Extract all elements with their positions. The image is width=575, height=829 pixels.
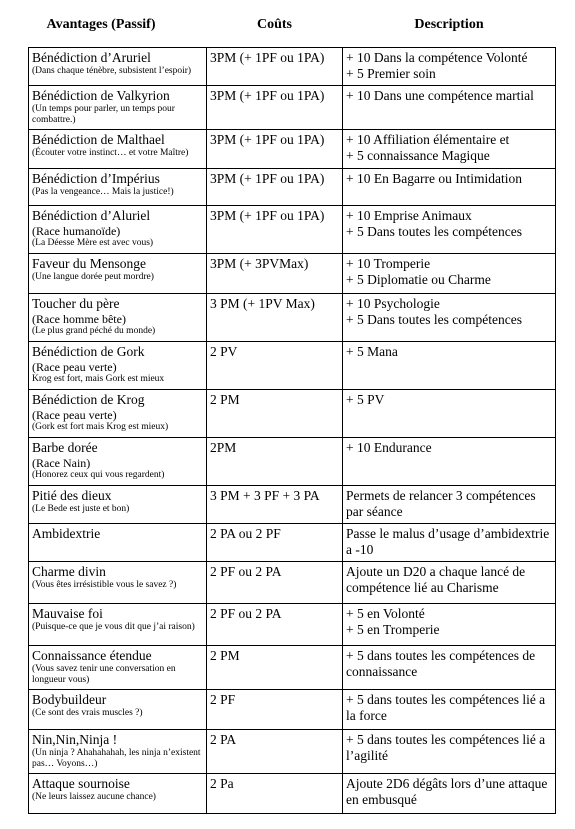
table-row [29, 524, 556, 562]
advantage-flavor-note: (Vous êtes irrésistible vous le savez ?) [32, 580, 177, 590]
table-row [29, 48, 556, 86]
description-line: + 5 dans toutes les compétences lié a la force [346, 692, 546, 723]
advantage-flavor-note: (Ce sont des vrais muscles ?) [32, 708, 143, 718]
advantage-description [343, 254, 556, 294]
advantage-cost: 3PM (+ 3PVMax) [207, 254, 343, 294]
advantage-name: Bénédiction de Valkyrion [32, 88, 170, 103]
table-row [29, 169, 556, 206]
advantage-cost: 3 PM + 3 PF + 3 PA [207, 486, 343, 524]
description-line: Permets de relancer 3 compétences par séance [346, 488, 536, 519]
advantage-name: Bénédiction d’Aluriel [32, 208, 151, 223]
advantage-flavor-note: (Dans chaque ténèbre, subsistent l’espoir) [32, 66, 192, 76]
advantage-description [343, 294, 556, 342]
advantage-description [343, 86, 556, 130]
advantage-description [343, 486, 556, 524]
advantage-cost: 2 PA [207, 730, 343, 774]
advantage-cell [29, 48, 207, 86]
description-line: + 10 Psychologie [346, 296, 440, 311]
table-row [29, 604, 556, 646]
table-row [29, 438, 556, 486]
advantage-name: Bénédiction d’Aruriel [32, 50, 151, 65]
advantage-name: Bénédiction de Malthael [32, 132, 165, 147]
table-row [29, 254, 556, 294]
description-line: + 5 Diplomatie ou Charme [346, 272, 491, 287]
advantage-description [343, 730, 556, 774]
advantage-cell [29, 390, 207, 438]
advantage-cost: 3PM (+ 1PF ou 1PA) [207, 130, 343, 169]
advantage-name: Charme divin [32, 564, 106, 579]
advantage-name: Bénédiction d’Impérius [32, 171, 160, 186]
advantage-cell [29, 294, 207, 342]
table-row [29, 774, 556, 814]
advantage-description [343, 169, 556, 206]
description-line: + 5 en Volonté [346, 606, 425, 621]
table-row [29, 294, 556, 342]
advantage-description [343, 690, 556, 730]
advantage-description [343, 646, 556, 690]
table-row [29, 562, 556, 604]
description-line: + 10 Emprise Animaux [346, 208, 472, 223]
advantage-cell [29, 524, 207, 562]
advantage-name: Toucher du père [32, 296, 120, 311]
advantage-flavor-note: (Ne leurs laissez aucune chance) [32, 792, 156, 802]
advantage-cost: 3 PM (+ 1PV Max) [207, 294, 343, 342]
table-row [29, 646, 556, 690]
advantage-description [343, 342, 556, 390]
advantage-name: Faveur du Mensonge [32, 256, 146, 271]
advantage-flavor-note: (Puisque-ce que je vous dit que j’ai raison) [32, 622, 195, 632]
header-description: Description [343, 10, 556, 48]
table-row [29, 206, 556, 254]
table-header-row [29, 10, 556, 48]
header-costs: Coûts [207, 10, 343, 48]
description-line: + 10 Dans la compétence Volonté [346, 50, 528, 65]
advantage-flavor-note: (Honorez ceux qui vous regardent) [32, 470, 165, 480]
advantage-cell [29, 604, 207, 646]
advantage-race: (Race peau verte) [32, 360, 117, 374]
advantage-race: (Race homme bête) [32, 312, 126, 326]
description-line: + 5 connaissance Magique [346, 148, 490, 163]
advantage-description [343, 390, 556, 438]
description-line: + 5 PV [346, 392, 385, 407]
advantage-cost: 2 PM [207, 390, 343, 438]
advantage-description [343, 562, 556, 604]
advantage-name: Barbe dorée [32, 440, 98, 455]
advantage-name: Nin,Nin,Ninja ! [32, 732, 118, 747]
advantages-table [28, 10, 556, 814]
advantage-description [343, 604, 556, 646]
advantage-flavor-note: (Une langue dorée peut mordre) [32, 272, 154, 282]
advantage-cell [29, 646, 207, 690]
description-line: + 5 Premier soin [346, 66, 436, 81]
table-row [29, 86, 556, 130]
advantage-flavor-note: Krog est fort, mais Gork est mieux [32, 374, 165, 384]
advantage-cell [29, 86, 207, 130]
advantage-cost: 3PM (+ 1PF ou 1PA) [207, 169, 343, 206]
advantage-cost: 2 Pa [207, 774, 343, 814]
description-line: Ajoute un D20 a chaque lancé de compétence lié au Charisme [346, 564, 526, 595]
advantage-description [343, 524, 556, 562]
advantage-flavor-note: (Le plus grand péché du monde) [32, 326, 156, 336]
advantage-description [343, 48, 556, 86]
advantage-flavor-note: (La Déesse Mère est avec vous) [32, 238, 154, 248]
advantage-cell [29, 730, 207, 774]
table-row [29, 486, 556, 524]
description-line: + 10 En Bagarre ou Intimidation [346, 171, 522, 186]
description-line: + 10 Tromperie [346, 256, 431, 271]
advantage-flavor-note: (Un ninja ? Ahahahahah, les ninja n’existent pas… Voyons…) [32, 748, 201, 769]
advantage-race: (Race humanoïde) [32, 224, 121, 238]
advantage-cell [29, 438, 207, 486]
table-row [29, 390, 556, 438]
description-line: + 5 dans toutes les compétences de connaissance [346, 648, 536, 679]
header-advantages: Avantages (Passif) [29, 10, 207, 48]
advantage-flavor-note: (Le Bede est juste et bon) [32, 504, 130, 514]
advantage-cost: 2 PF ou 2 PA [207, 562, 343, 604]
advantage-flavor-note: (Pas la vengeance… Mais la justice!) [32, 187, 174, 197]
advantage-description [343, 774, 556, 814]
description-line: + 5 Dans toutes les compétences [346, 224, 522, 239]
advantage-cost: 2 PF [207, 690, 343, 730]
advantage-name: Ambidextrie [32, 526, 101, 541]
table-row [29, 690, 556, 730]
description-line: + 10 Dans une compétence martial [346, 88, 534, 103]
advantage-name: Attaque sournoise [32, 776, 130, 791]
advantage-cost: 2PM [207, 438, 343, 486]
advantage-cost: 2 PF ou 2 PA [207, 604, 343, 646]
description-line: + 5 Mana [346, 344, 398, 359]
advantage-cell [29, 254, 207, 294]
description-line: + 5 en Tromperie [346, 622, 440, 637]
advantage-name: Pitié des dieux [32, 488, 112, 503]
advantage-cell [29, 169, 207, 206]
advantage-name: Bodybuildeur [32, 692, 107, 707]
advantage-description [343, 206, 556, 254]
advantage-cost: 3PM (+ 1PF ou 1PA) [207, 48, 343, 86]
advantage-name: Mauvaise foi [32, 606, 103, 621]
table-row [29, 730, 556, 774]
advantage-cost: 3PM (+ 1PF ou 1PA) [207, 86, 343, 130]
advantage-cell [29, 130, 207, 169]
description-line: + 10 Affiliation élémentaire et [346, 132, 510, 147]
advantage-cell [29, 562, 207, 604]
advantage-cost: 2 PV [207, 342, 343, 390]
advantage-cost: 2 PA ou 2 PF [207, 524, 343, 562]
table-row [29, 342, 556, 390]
table-body [29, 48, 556, 814]
advantage-race: (Race Nain) [32, 456, 91, 470]
advantage-flavor-note: (Gork est fort mais Krog est mieux) [32, 422, 169, 432]
advantage-name: Connaissance étendue [32, 648, 152, 663]
advantage-cost: 2 PM [207, 646, 343, 690]
advantage-cost: 3PM (+ 1PF ou 1PA) [207, 206, 343, 254]
advantage-race: (Race peau verte) [32, 408, 117, 422]
advantage-cell [29, 206, 207, 254]
advantage-flavor-note: (Vous savez tenir une conversation en longueur vous) [32, 664, 176, 685]
description-line: Ajoute 2D6 dégâts lors d’une attaque en embusqué [346, 776, 548, 807]
advantage-description [343, 438, 556, 486]
description-line: + 5 Dans toutes les compétences [346, 312, 522, 327]
advantage-cell [29, 690, 207, 730]
advantage-cell [29, 342, 207, 390]
advantage-flavor-note: (Écouter votre instinct… et votre Maître) [32, 148, 189, 158]
advantage-cell [29, 774, 207, 814]
description-line: + 10 Endurance [346, 440, 432, 455]
advantage-name: Bénédiction de Gork [32, 344, 145, 359]
advantage-flavor-note: (Un temps pour parler, un temps pour combattre.) [32, 104, 175, 125]
advantage-name: Bénédiction de Krog [32, 392, 145, 407]
advantage-cell [29, 486, 207, 524]
advantage-description [343, 130, 556, 169]
description-line: + 5 dans toutes les compétences lié a l’agilité [346, 732, 546, 763]
table-row [29, 130, 556, 169]
description-line: Passe le malus d’usage d’ambidextrie a -10 [346, 526, 550, 557]
